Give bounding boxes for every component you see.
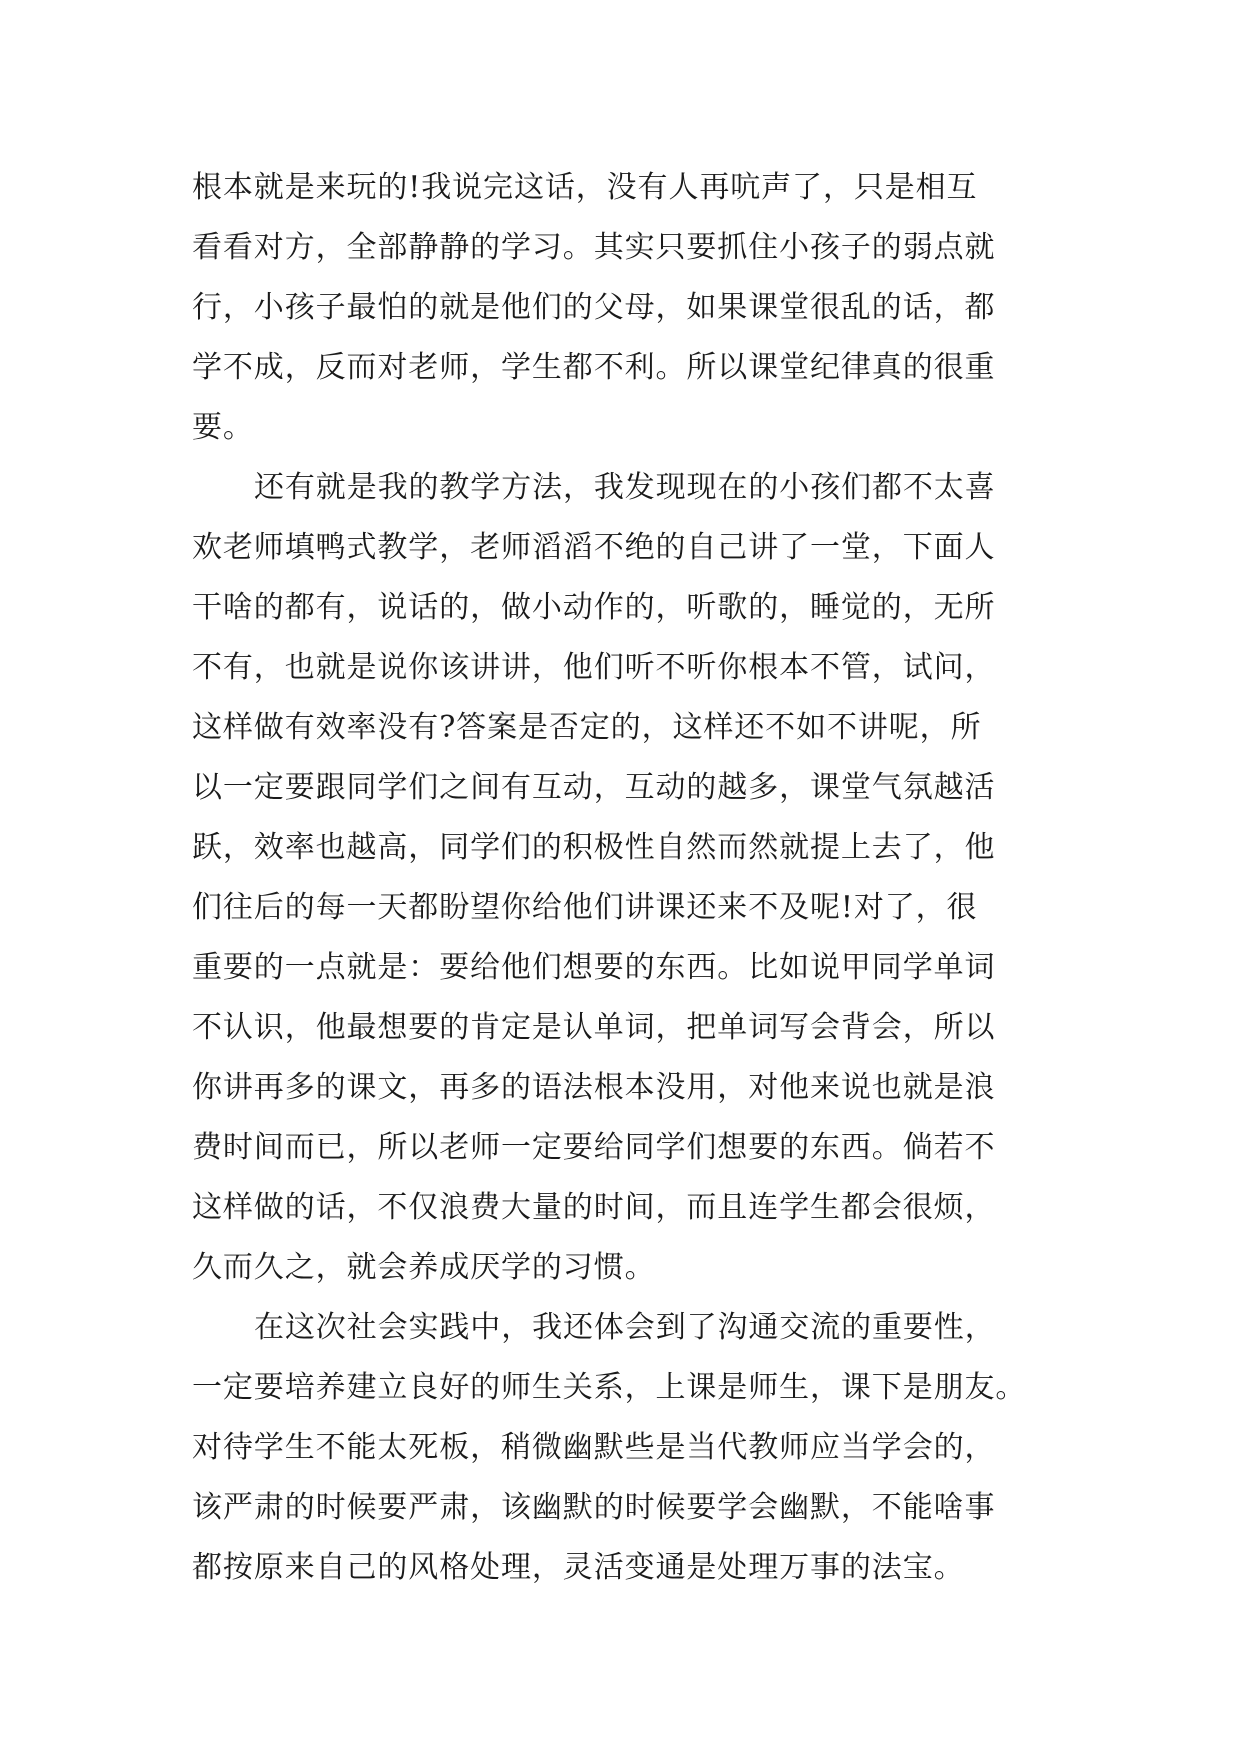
text-line: 你讲再多的课文，再多的语法根本没用，对他来说也就是浪 bbox=[192, 1070, 996, 1105]
text-line: 这样做有效率没有?答案是否定的，这样还不如不讲呢，所 bbox=[192, 710, 982, 745]
text-line: 跃，效率也越高，同学们的积极性自然而然就提上去了，他 bbox=[192, 830, 996, 865]
text-line: 不认识，他最想要的肯定是认单词，把单词写会背会，所以 bbox=[192, 1010, 996, 1045]
text-line: 要。 bbox=[192, 410, 254, 445]
text-line: 该严肃的时候要严肃，该幽默的时候要学会幽默，不能啥事 bbox=[192, 1490, 996, 1525]
text-line: 根本就是来玩的!我说完这话，没有人再吭声了，只是相互 bbox=[192, 170, 978, 205]
text-line: 不有，也就是说你该讲讲，他们听不听你根本不管，试问， bbox=[192, 650, 996, 685]
paragraph-first-line: 在这次社会实践中，我还体会到了沟通交流的重要性， bbox=[254, 1310, 996, 1345]
text-line: 对待学生不能太死板，稍微幽默些是当代教师应当学会的， bbox=[192, 1430, 996, 1465]
text-line: 都按原来自己的风格处理，灵活变通是处理万事的法宝。 bbox=[192, 1550, 965, 1585]
text-line: 学不成，反而对老师，学生都不利。所以课堂纪律真的很重 bbox=[192, 350, 996, 385]
text-line: 看看对方，全部静静的学习。其实只要抓住小孩子的弱点就 bbox=[192, 230, 996, 265]
text-line: 重要的一点就是：要给他们想要的东西。比如说甲同学单词 bbox=[192, 950, 996, 985]
text-line: 干啥的都有，说话的，做小动作的，听歌的，睡觉的，无所 bbox=[192, 590, 996, 625]
text-line: 久而久之，就会养成厌学的习惯。 bbox=[192, 1250, 656, 1285]
text-line: 这样做的话，不仅浪费大量的时间，而且连学生都会很烦， bbox=[192, 1190, 996, 1225]
text-line: 欢老师填鸭式教学，老师滔滔不绝的自己讲了一堂，下面人 bbox=[192, 530, 996, 565]
text-line: 们往后的每一天都盼望你给他们讲课还来不及呢!对了，很 bbox=[192, 890, 978, 925]
text-line: 行，小孩子最怕的就是他们的父母，如果课堂很乱的话，都 bbox=[192, 290, 996, 325]
paragraph-first-line: 还有就是我的教学方法，我发现现在的小孩们都不太喜 bbox=[254, 470, 996, 505]
document-body bbox=[192, 158, 1064, 1598]
text-line: 一定要培养建立良好的师生关系，上课是师生，课下是朋友。 bbox=[192, 1370, 1027, 1405]
text-line: 费时间而已，所以老师一定要给同学们想要的东西。倘若不 bbox=[192, 1130, 996, 1165]
text-line: 以一定要跟同学们之间有互动，互动的越多，课堂气氛越活 bbox=[192, 770, 996, 805]
